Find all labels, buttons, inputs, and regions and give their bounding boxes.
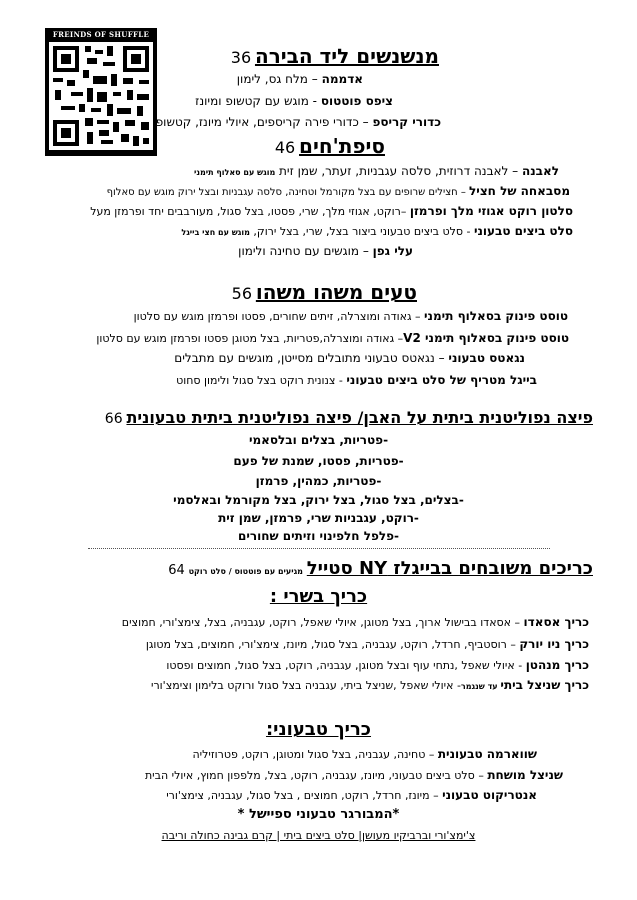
section1-header [231, 44, 439, 68]
list-item [166, 657, 589, 674]
item-desc: – נגאטס טבעוני מתובלים מסייטן, מוגשים עם מתבלים [174, 351, 449, 365]
item-name: שווארמה טבעונית [437, 747, 537, 761]
meat-subheader [0, 585, 637, 609]
item-name: בייגל מטריף של סלט ביצים טבעוני [346, 373, 537, 387]
item-name: לאבנה [522, 164, 559, 178]
item-name: כריך מנהטן [525, 658, 589, 672]
list-item [134, 308, 568, 325]
section2-title: סיפת'חים [299, 134, 385, 158]
section4-title: פיצה נפוליטנית ביתית על האבן/ פיצה נפוליטנית ביתית טבעונית [126, 408, 593, 427]
item-name: שניצל מושחת [487, 768, 563, 782]
list-item [156, 114, 441, 130]
item-name: ציפס פוטטוס [320, 94, 393, 108]
item-note: מוגש עם סאלוף תימני [193, 168, 276, 177]
section1-price: 36 [230, 48, 252, 67]
list-item [96, 330, 569, 347]
list-item [90, 203, 573, 220]
list-item [192, 746, 537, 763]
item-name: עלי גפן [372, 244, 413, 258]
item-desc: –רוקט, אגוזי מלך, שרי, פסטו, בצל סגול, מעורבבים יחד ופרמזן מעל [90, 205, 410, 218]
item-desc: – גאודה ומוצרלה,פטריות, בצל מטוגן פסטו ופרמזן מוגש עם סלטון [96, 332, 404, 345]
item-desc: – חצילים שרופים עם בצל מקורמל וטחינה, סלסה עגבניות ובצל ירוק מוגש עם סאלוף [106, 187, 470, 198]
meat-title: כריך בשרי : [269, 586, 368, 607]
item-name: מסבאחה של חציל [469, 184, 570, 198]
item-desc: – מלח גס, לימון [236, 72, 322, 86]
section2-price: 46 [274, 138, 296, 157]
item-desc: – רוסטביף, חרדל, רוקט, עגבניה, בצל סגול, מיונז, צימצ'ורי, חמוצים, בצל מטוגן [145, 638, 520, 651]
list-item [107, 183, 570, 201]
qr-caption: FREINDS OF SHUFFLE [52, 30, 150, 39]
item-name: טוסט פינוק בסאלוף תימני [424, 309, 568, 323]
section4-header [105, 406, 593, 430]
list-item: -בצלים, בצל סגול, בצל ירוק, בצל מקורמל ובאלסמי [173, 493, 464, 507]
list-item: -רוקט, עגבניות שרי, פרמזן, שמן זית [218, 511, 419, 525]
item-desc: – סלט ביצים טבעוני, מיונז, עגבניה, רוקט, בצל, מלפפון חמוץ, איולי הבית [144, 769, 488, 782]
list-item [146, 636, 589, 653]
list-item: -פטריות, פסטו, שמנת של פעם [233, 454, 404, 468]
list-item [151, 677, 589, 695]
item-desc: - מוגש עם קטשופ ומיונז [195, 94, 321, 108]
item-desc: – גאודה ומוצרלה, זיתים שחורים, פסטו ופרמזן מוגש עם סלטון [133, 310, 424, 323]
section3-title: טעים משהו משהו [255, 280, 417, 304]
item-note: מוגש עם חצי בייגל [181, 228, 250, 237]
section3-header [232, 280, 417, 304]
item-desc: – מיונז, חרדל, רוקט, חמוצים , בצל סגול, עגבניה, צימצ'ורי [166, 789, 443, 802]
item-name: סלט ביצים טבעוני [473, 224, 573, 238]
item-name: אנטריקוט טבעוני [442, 788, 537, 802]
special-note: *המבורגר טבעוני ספיישל * [237, 807, 400, 822]
list-item [238, 243, 413, 259]
divider [88, 548, 550, 549]
list-item [174, 350, 525, 366]
item-name: אדממה [321, 72, 363, 86]
list-item [176, 372, 537, 389]
item-name: כריך אסאדו [523, 615, 589, 629]
item-name: טוסט פינוק בסאלוף תימני V2 [403, 331, 569, 345]
list-item [237, 71, 363, 87]
section1-title: מנשנשים ליד הבירה [254, 44, 439, 68]
item-name: נגאטס טבעוני [448, 351, 525, 365]
item-desc: – אסאדו בבישול ארוך, בצל מטוגן, איולי שאפל, רוקט, עגבניה, בצל, צימצ'ורי, חמוצים [121, 616, 524, 629]
item-desc: - צנונית רוקט בצל סגול ולימון סחוט [176, 374, 347, 387]
section5-price: 64 [168, 563, 185, 578]
item-name: סלטון רוקט אגוזי מלך ופרמזן [409, 204, 573, 218]
section5-subnote: מגיעים עם פוטטוס / סלט רוקט [188, 567, 303, 576]
qr-pattern-icon [49, 42, 153, 150]
item-name: כריך שניצל ביתי [500, 678, 589, 692]
item-desc: - סלט ביצים טבעוני ביצור בצל, שרי, בצל ירוק, [249, 225, 474, 238]
list-item [145, 767, 563, 784]
item-desc: – מוגשים עם טחינה ולימון [238, 244, 373, 258]
item-desc: – טחינה, עגבניה, בצל סגול ומטוגן, רוקט, פטרוזיליה [192, 748, 438, 761]
section3-price: 56 [231, 284, 253, 303]
vegan-subheader [0, 718, 637, 742]
list-item [122, 614, 589, 631]
list-item: -פטריות, בצלים ובלסאמי [248, 433, 389, 447]
list-item [181, 223, 573, 241]
section2-header [275, 134, 385, 158]
list-item [194, 163, 559, 181]
footer-note: צ'ימצ'ורי וברביקיו מעושן| סלט ביצים ביתי | קרם גבינה כחולה וריבה [161, 829, 476, 842]
list-item [195, 93, 393, 109]
item-name: כריך ניו יורק [519, 637, 589, 651]
vegan-title: כריך טבעוני: [265, 719, 372, 740]
list-item [166, 787, 537, 804]
list-item: -פטריות, כמהין, פרמזן [255, 474, 382, 488]
section5-header [168, 557, 593, 581]
qr-code[interactable] [45, 28, 157, 156]
item-note: עד שנגמר [460, 682, 501, 691]
list-item: -פלפל חלפינוי וזיתים שחורים [238, 529, 399, 543]
section4-price: 66 [104, 411, 123, 427]
section5-title: כריכים משובחים בבייגלז NY סטייל [306, 558, 593, 579]
item-name: כדורי קריספ [372, 115, 441, 129]
item-desc: - איולי שאפל ,נתחי עוף ובצל מטוגן, עגבניה, רוקט, בצל סגול, חמוצים ופסטו [166, 659, 526, 672]
item-desc: – כדורי פירה קריספים, איולי מיונז, קטשופ [155, 115, 373, 129]
item-desc: – לאבנה דרוזית, סלסה עגבניות, זעתר, שמן זית [275, 164, 522, 178]
item-desc: - איולי שאפל ,שניצל ביתי, עגבניה בצל סגול ורוקט בלימון וצימצ'ורי [151, 679, 461, 692]
